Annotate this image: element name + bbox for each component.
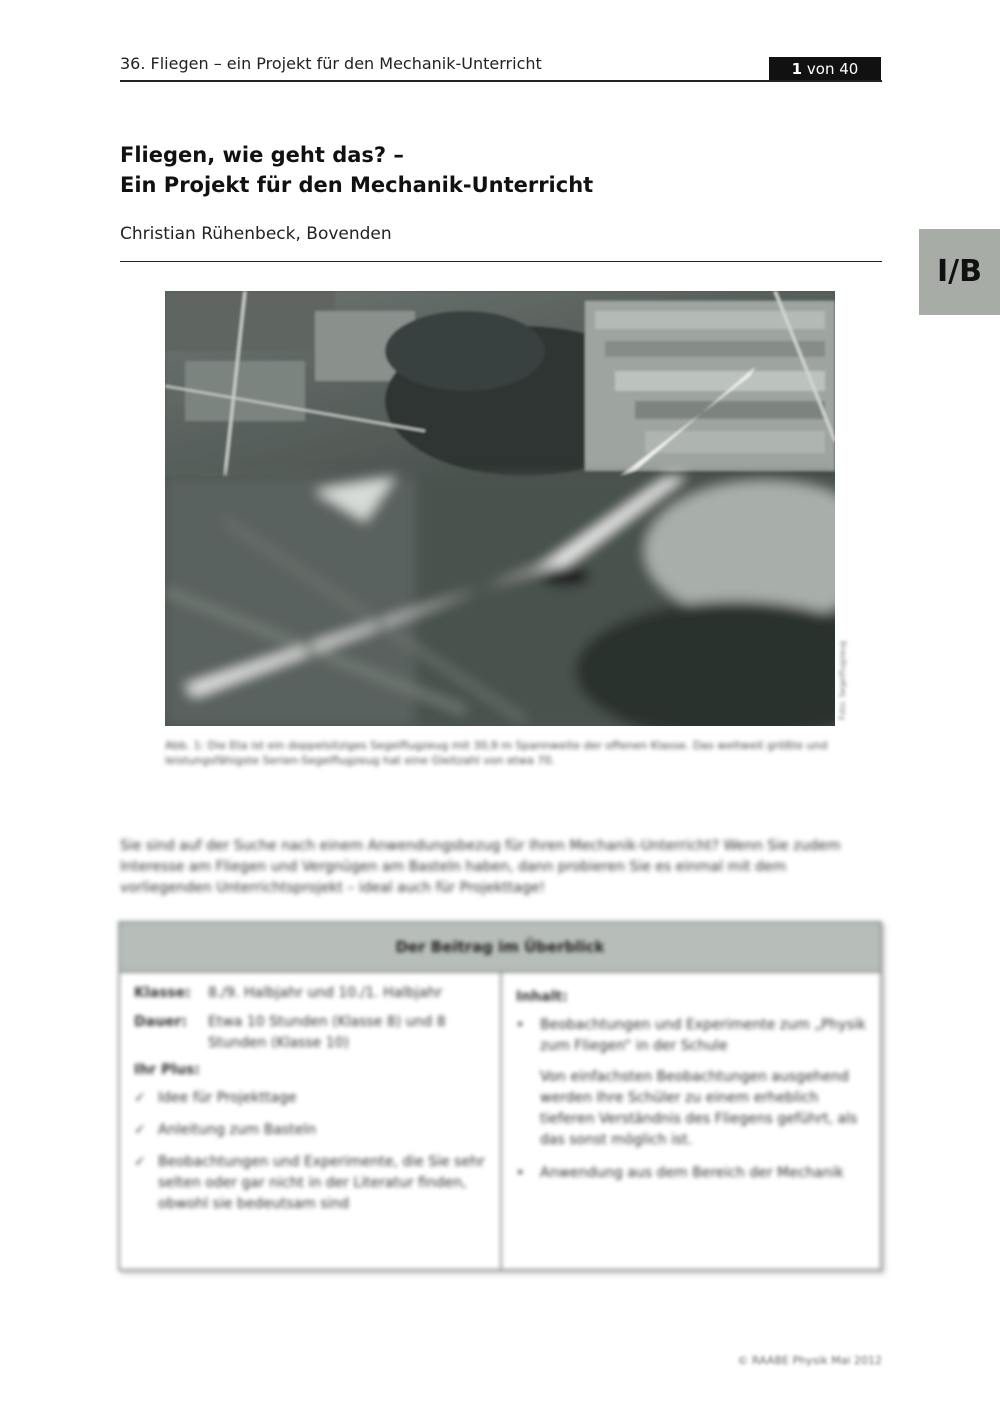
title-line-1: Fliegen, wie geht das? – [120, 143, 404, 167]
checkmark-icon: ✓ [134, 1090, 146, 1106]
dauer-value: Etwa 10 Stunden (Klasse 8) und 8 Stunden (Klasse 10) [208, 1014, 446, 1051]
overview-box [118, 921, 882, 1271]
page-total: von 40 [806, 60, 859, 78]
bullet-icon: • [516, 1017, 525, 1033]
intro-paragraph: Sie sind auf der Suche nach einem Anwendungsbezug für Ihren Mechanik-Unterricht? Wenn Sie zudem Interesse am Fliegen und Vergnügen am Basteln haben, dann probieren Sie es einmal mit dem vorliegenden Unterrichtsprojekt – ideal auch für Projekttage! [120, 838, 841, 896]
running-header-title: 36. Fliegen – ein Projekt für den Mechanik-Unterricht [120, 54, 542, 73]
overview-right-column [502, 973, 880, 1269]
list-item [516, 1015, 866, 1057]
figure-caption: Abb. 1: Die Eta ist ein doppelsitziges Segelflugzeug mit 30,9 m Spannweite der offenen Klasse. Das weltweit größte und leistungsfähigste Serien-Segelflugzeug hat eine Gleitzahl von etwa 70. [165, 739, 828, 767]
klasse-row [134, 983, 486, 1004]
inhalt-title: Inhalt: [516, 989, 568, 1005]
section-tab: I/B [919, 229, 1000, 315]
klasse-label: Klasse: [134, 985, 191, 1001]
inhalt-item-detail: Von einfachsten Beobachtungen ausgehend werden Ihre Schüler zu einem erheblich tieferen Verständnis des Fliegens geführt, als das sonst möglich ist. [540, 1069, 858, 1148]
list-item [134, 1152, 486, 1215]
overview-left-column [120, 973, 500, 1269]
page-indicator [769, 57, 881, 81]
document-title [120, 140, 593, 200]
plus-item-text: Anleitung zum Basteln [158, 1122, 317, 1138]
page-number: 1 [791, 60, 803, 78]
checkmark-icon: ✓ [134, 1122, 146, 1138]
overview-heading: Der Beitrag im Überblick [120, 923, 880, 973]
bullet-icon: • [516, 1165, 525, 1181]
plus-item-text: Idee für Projekttage [158, 1090, 297, 1106]
author-line: Christian Rühenbeck, Bovenden [120, 224, 392, 244]
inhalt-item-text: Anwendung aus dem Bereich der Mechanik [540, 1165, 844, 1181]
photo-credit: Foto: Segelflugzeug [838, 640, 847, 720]
klasse-value: 8./9. Halbjahr und 10./1. Halbjahr [208, 985, 443, 1001]
plus-title: Ihr Plus: [134, 1062, 200, 1078]
title-divider [120, 261, 882, 262]
glider-aerial-photo [165, 291, 835, 726]
checkmark-icon: ✓ [134, 1154, 146, 1170]
list-item [516, 1163, 866, 1184]
dauer-label: Dauer: [134, 1014, 188, 1030]
plus-item-text: Beobachtungen und Experimente, die Sie sehr selten oder gar nicht in der Literatur finden, obwohl sie bedeutsam sind [158, 1154, 485, 1212]
list-item [134, 1088, 486, 1109]
dauer-row [134, 1012, 486, 1054]
inhalt-item-text: Beobachtungen und Experimente zum „Physik zum Fliegen“ in der Schule [540, 1017, 866, 1054]
copyright-footer: © RAABE Physik Mai 2012 [737, 1354, 882, 1367]
title-line-2: Ein Projekt für den Mechanik-Unterricht [120, 173, 594, 197]
header-divider [120, 80, 882, 82]
list-item [134, 1120, 486, 1141]
